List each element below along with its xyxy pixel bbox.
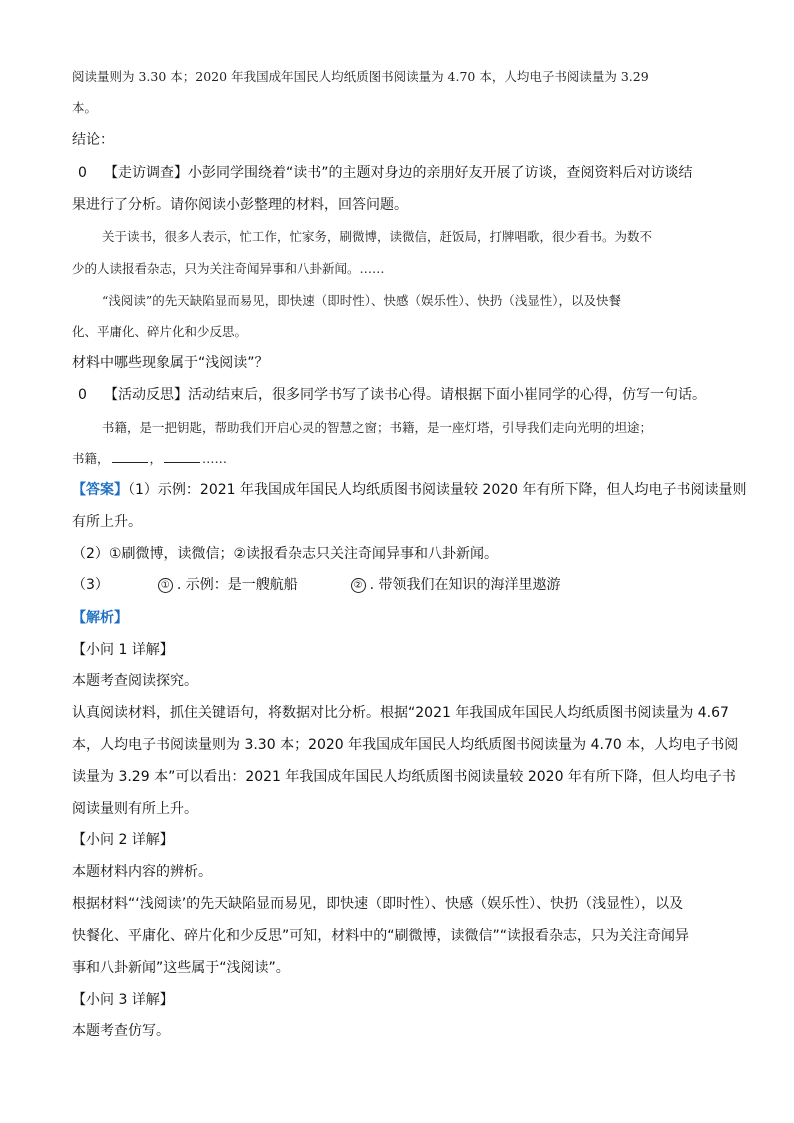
- material-line: 少的人读报看杂志，只为关注奇闻异事和八卦新闻。……: [72, 261, 385, 276]
- text-line: 果进行了分析。请你阅读小彭整理的材料，回答问题。: [72, 197, 408, 213]
- analysis-text: 本，人均电子书阅读量则为 3.30 本；2020 年我国成年国民人均纸质图书阅读量为 4.70 本，人均电子书阅: [72, 737, 739, 753]
- question-text: 【活动反思】活动结束后，很多同学书写了读书心得。请根据下面小崔同学的心得，仿写一句话。: [104, 387, 706, 403]
- subquestion-heading: 【小问 2 详解】: [72, 832, 174, 848]
- answer-text: . 带领我们在知识的海洋里遨游: [369, 577, 561, 593]
- circled-number-1: ①: [158, 578, 173, 593]
- conclusion-label: 结论：: [72, 132, 114, 148]
- analysis-tag: 【解析】: [72, 610, 128, 626]
- analysis-text: 根据材料“‘浅阅读’的先天缺陷显而易见，即快速（即时性）、快感（娱乐性）、快扔（浅显性），以及: [72, 896, 684, 912]
- answer-text: （2）①刷微博，读微信；②读报看杂志只关注奇闻异事和八卦新闻。: [72, 546, 499, 562]
- answer-text: 有所上升。: [72, 514, 142, 530]
- question-number: 0: [78, 165, 87, 181]
- question-number: 0: [78, 387, 87, 403]
- text-line: 阅读量则为 3.30 本；2020 年我国成年国民人均纸质图书阅读量为 4.70 本，人均电子书阅读量为 3.29: [72, 69, 649, 84]
- analysis-text: 本题材料内容的辨析。: [72, 864, 212, 880]
- text-line: 本。: [72, 100, 98, 115]
- material-line: [72, 449, 227, 469]
- answer-text: （1）示例：2021 年我国成年国民人均纸质图书阅读量较 2020 年有所下降，但人均电子书阅读量则: [128, 482, 747, 498]
- subquestion-heading: 【小问 3 详解】: [72, 992, 174, 1008]
- answer-line: [72, 575, 561, 595]
- circled-number-2: ②: [351, 578, 366, 593]
- question-3-line: [78, 385, 706, 405]
- material-text: ，: [149, 451, 163, 466]
- question-2-line: [78, 163, 693, 183]
- analysis-text: 读量为 3.29 本”可以看出：2021 年我国成年国民人均纸质图书阅读量较 2020 年有所下降，但人均电子书: [72, 769, 736, 785]
- analysis-text: 事和八卦新闻”这些属于“浅阅读”。: [72, 960, 290, 976]
- question-prompt: 材料中哪些现象属于“浅阅读”？: [72, 355, 269, 371]
- answer-blank: [164, 450, 200, 463]
- question-text: 【走访调查】小彭同学围绕着“读书”的主题对身边的亲朋好友开展了访谈，查阅资料后对访谈结: [104, 165, 693, 181]
- analysis-text: 本题考查阅读探究。: [72, 673, 198, 689]
- material-line: “浅阅读”的先天缺陷显而易见，即快速（即时性）、快感（娱乐性）、快扔（浅显性），以及快餐: [102, 293, 622, 308]
- answer-number: （3）: [72, 577, 109, 593]
- answer-tag: 【答案】: [72, 482, 128, 498]
- material-line: 关于读书，很多人表示，忙工作，忙家务，刷微博，读微信，赶饭局，打牌唱歌，很少看书。为数不: [102, 229, 653, 244]
- material-text: ……: [202, 451, 228, 466]
- analysis-text: 阅读量则有所上升。: [72, 801, 198, 817]
- material-text: 书籍，: [72, 451, 110, 466]
- material-line: 化、平庸化、碎片化和少反思。: [72, 324, 248, 339]
- answer-text: . 示例：是一艘航船: [176, 577, 298, 593]
- subquestion-heading: 【小问 1 详解】: [72, 642, 174, 658]
- analysis-text: 认真阅读材料，抓住关键语句，将数据对比分析。根据“2021 年我国成年国民人均纸质图书阅读量为 4.67: [72, 705, 729, 721]
- analysis-text: 本题考查仿写。: [72, 1023, 170, 1039]
- answer-line: [72, 480, 747, 500]
- material-line: 书籍，是一把钥匙，帮助我们开启心灵的智慧之窗；书籍，是一座灯塔，引导我们走向光明的坦途；: [102, 420, 653, 435]
- answer-blank: [112, 450, 148, 463]
- analysis-text: 快餐化、平庸化、碎片化和少反思”可知，材料中的“刷微博，读微信”“读报看杂志，只为关注奇闻异: [72, 928, 690, 944]
